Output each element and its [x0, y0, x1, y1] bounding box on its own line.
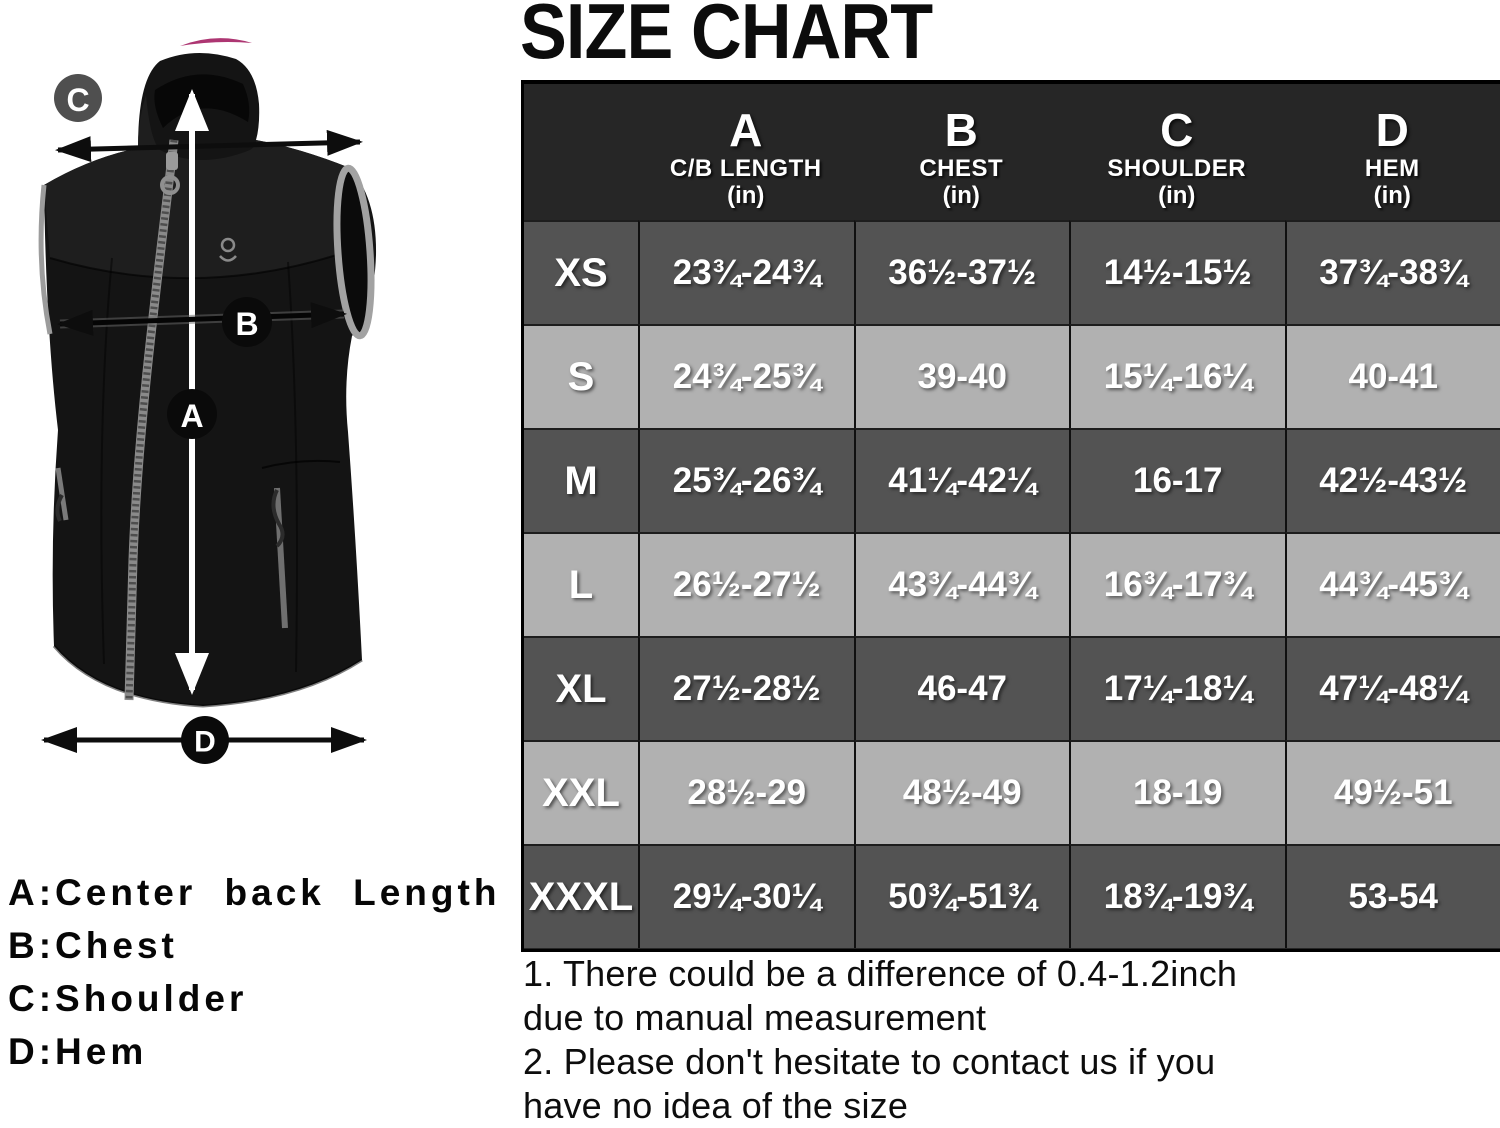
- size-cell: L: [524, 532, 638, 636]
- marker-badge-d: [181, 716, 229, 764]
- measurement-cell: 49½-51: [1285, 740, 1500, 844]
- legend-line-b: B:Chest: [8, 919, 500, 972]
- measurement-cell: 47¼-48¼: [1285, 636, 1500, 740]
- marker-badge-b: [222, 297, 272, 347]
- page-title: SIZE CHART: [520, 0, 932, 74]
- column-header: [854, 84, 1070, 220]
- measurement-cell: 36½-37½: [854, 220, 1070, 324]
- measurement-cell: 37¾-38¾: [1285, 220, 1500, 324]
- column-header-letter: D: [1376, 105, 1409, 155]
- measurement-cell: 53-54: [1285, 844, 1500, 948]
- column-header-unit: (in): [943, 182, 980, 209]
- measurement-cell: 24¾-25¾: [638, 324, 854, 428]
- legend-line-d: D:Hem: [8, 1025, 500, 1078]
- column-header-unit: (in): [1374, 182, 1411, 209]
- column-header: [1069, 84, 1285, 220]
- measurement-cell: 17¼-18¼: [1069, 636, 1285, 740]
- column-header-name: CHEST: [919, 155, 1003, 182]
- measurement-cell: 18-19: [1069, 740, 1285, 844]
- legend-line-c: C:Shoulder: [8, 972, 500, 1025]
- measurement-cell: 29¼-30¼: [638, 844, 854, 948]
- size-table: [521, 80, 1500, 952]
- column-header-name: HEM: [1365, 155, 1420, 182]
- measurement-cell: 28½-29: [638, 740, 854, 844]
- size-cell: S: [524, 324, 638, 428]
- column-header-name: SHOULDER: [1107, 155, 1246, 182]
- size-cell: XS: [524, 220, 638, 324]
- measurement-legend: [8, 866, 500, 1078]
- collar-accent-arc: [180, 38, 252, 46]
- marker-badge-c: [54, 74, 102, 122]
- size-cell: XL: [524, 636, 638, 740]
- measurement-cell: 15¼-16¼: [1069, 324, 1285, 428]
- vest-measurement-figure: [0, 0, 430, 800]
- note-line-3: 2. Please don't hesitate to contact us if you: [523, 1040, 1237, 1084]
- size-cell: M: [524, 428, 638, 532]
- measurement-cell: 46-47: [854, 636, 1070, 740]
- svg-text:A: A: [180, 398, 203, 434]
- measurement-cell: 26½-27½: [638, 532, 854, 636]
- svg-text:C: C: [66, 82, 89, 118]
- column-header-letter: B: [945, 105, 978, 155]
- measurement-cell: 27½-28½: [638, 636, 854, 740]
- measurement-cell: 40-41: [1285, 324, 1500, 428]
- zipper-slider: [166, 152, 178, 170]
- marker-badge-a: [167, 389, 217, 439]
- note-line-2: due to manual measurement: [523, 996, 1237, 1040]
- measurement-cell: 16¾-17¾: [1069, 532, 1285, 636]
- note-line-4: have no idea of the size: [523, 1084, 1237, 1128]
- measurement-cell: 16-17: [1069, 428, 1285, 532]
- measurement-cell: 23¾-24¾: [638, 220, 854, 324]
- measurement-cell: 39-40: [854, 324, 1070, 428]
- measurement-cell: 43¾-44¾: [854, 532, 1070, 636]
- measurement-cell: 44¾-45¾: [1285, 532, 1500, 636]
- column-header-name: C/B LENGTH: [670, 155, 822, 182]
- measurement-cell: 25¾-26¾: [638, 428, 854, 532]
- size-cell: XXXL: [524, 844, 638, 948]
- column-header: [1285, 84, 1500, 220]
- measurement-cell: 41¼-42¼: [854, 428, 1070, 532]
- column-header-letter: C: [1160, 105, 1193, 155]
- measurement-cell: 50¾-51¾: [854, 844, 1070, 948]
- column-header-unit: (in): [1158, 182, 1195, 209]
- measurement-cell: 42½-43½: [1285, 428, 1500, 532]
- measurement-cell: 48½-49: [854, 740, 1070, 844]
- svg-text:B: B: [235, 306, 258, 342]
- measurement-cell: 18¾-19¾: [1069, 844, 1285, 948]
- notes: [523, 952, 1237, 1128]
- legend-line-a: A:Center back Length: [8, 866, 500, 919]
- corner-cell: [524, 84, 638, 220]
- svg-text:D: D: [194, 726, 216, 759]
- measurement-cell: 14½-15½: [1069, 220, 1285, 324]
- vest-illustration: [0, 0, 430, 800]
- size-cell: XXL: [524, 740, 638, 844]
- column-header-unit: (in): [727, 182, 764, 209]
- note-line-1: 1. There could be a difference of 0.4-1.2inch: [523, 952, 1237, 996]
- column-header-letter: A: [729, 105, 762, 155]
- column-header: [638, 84, 854, 220]
